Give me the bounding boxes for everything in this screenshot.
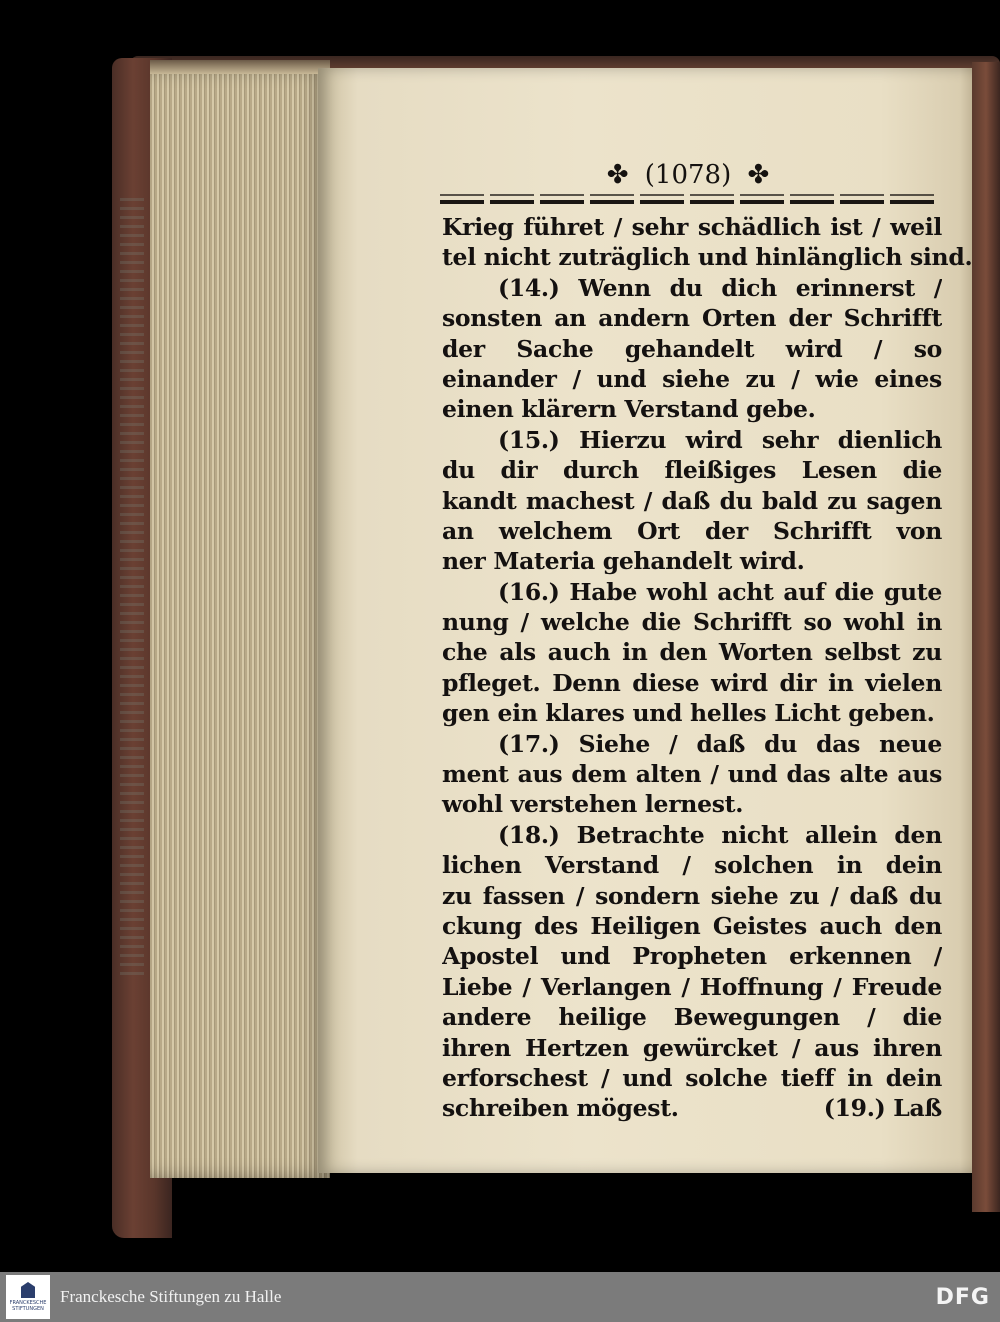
text-line: an welchem Ort der Schrifft von [442,516,942,545]
text-line: Apostel und Propheten erkennen / [442,942,942,971]
viewer-footer [0,1272,1000,1322]
institution-name[interactable]: Franckesche Stiftungen zu Halle [60,1287,282,1306]
text-line: nung / welche die Schrifft so wohl in [442,608,942,637]
text-line: (15.) Hierzu wird sehr dienlich [498,425,942,454]
text-line: (18.) Betrachte nicht allein den [498,820,942,849]
text-line: che als auch in den Worten selbst zu [442,638,942,667]
text-line: Liebe / Verlangen / Hoffnung / Freude [442,972,942,1001]
text-line: gen ein klares und helles Licht geben. [442,699,935,728]
text-line: du dir durch fleißiges Lesen die [442,456,942,485]
header-rule-thin [440,194,938,196]
catchword: (19.) Laß [823,1094,942,1123]
text-line: wohl verstehen lernest. [442,790,744,819]
page-header [438,160,938,190]
text-line: sonsten an andern Orten der Schrifft [442,304,942,333]
text-line: kandt machest / daß du bald zu sagen [442,486,942,515]
last-line-text: schreiben mögest. [442,1094,679,1123]
ornament-left-icon: ✤ [606,160,629,190]
text-line: (17.) Siehe / daß du das neue [498,729,942,758]
last-line [442,1093,942,1123]
text-line: einander / und siehe zu / wie eines [442,364,942,393]
building-icon [21,1282,35,1298]
text-line: tel nicht zuträglich und hinlänglich sind. [442,243,973,272]
text-line: ment aus dem alten / und das alte aus [442,760,942,789]
text-line: (16.) Habe wohl acht auf die gute [498,577,942,606]
text-line: ihren Hertzen gewürcket / aus ihren [442,1033,942,1062]
header-rule [440,200,938,204]
text-line: ckung des Heiligen Geistes auch den [442,911,942,940]
ornament-right-icon: ✤ [747,160,770,190]
book-cover-right [972,62,1000,1212]
text-line: einen klärern Verstand gebe. [442,395,816,424]
text-line: andere heilige Bewegungen / die [442,1003,942,1032]
text-line: (14.) Wenn du dich erinnerst / [498,273,942,302]
body-text [442,212,973,1124]
logo-text: FRANCKESCHE STIFTUNGEN [9,1300,47,1312]
text-line: der Sache gehandelt wird / so [442,334,942,363]
institution-logo[interactable] [6,1275,50,1319]
dfg-logo[interactable]: DFG [935,1284,990,1310]
text-line: ner Materia gehandelt wird. [442,547,805,576]
text-line: lichen Verstand / solchen in dein [442,851,942,880]
text-line: erforschest / und solche tieff in dein [442,1063,942,1092]
page-edges [150,68,330,1178]
text-line: pfleget. Denn diese wird dir in vielen [442,668,942,697]
text-line: zu fassen / sondern siehe zu / daß du [442,881,942,910]
text-line: Krieg führet / sehr schädlich ist / weil [442,213,942,241]
page-number: (1078) [644,160,732,190]
